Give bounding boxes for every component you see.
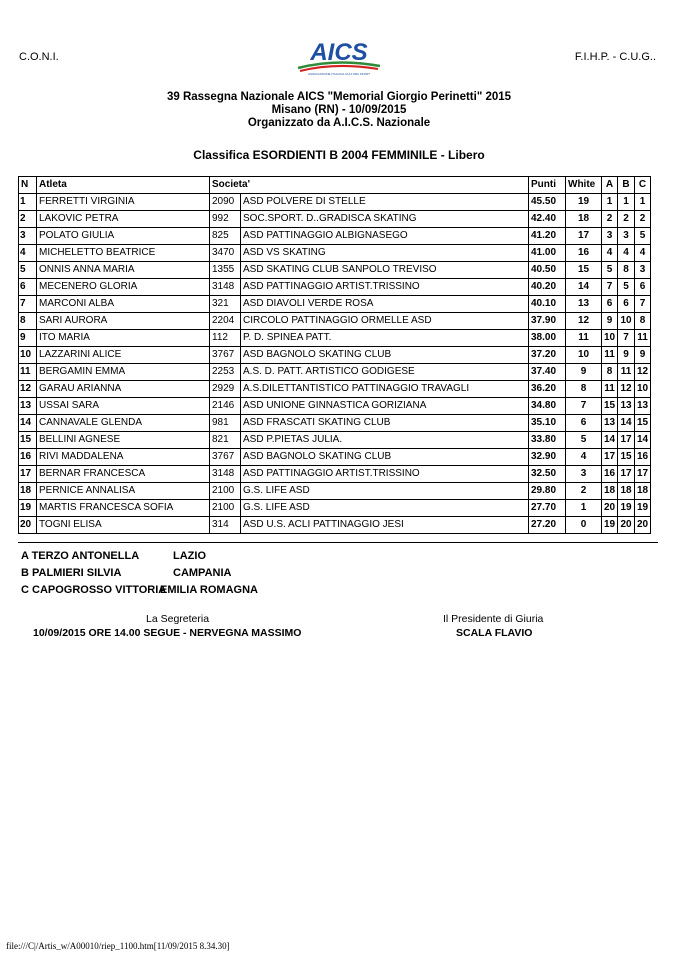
- judge-c-rank: 10: [635, 381, 651, 398]
- points: 32.90: [529, 449, 566, 466]
- president-name: SCALA FLAVIO: [456, 627, 533, 639]
- white: 12: [566, 313, 602, 330]
- club-name: ASD UNIONE GINNASTICA GORIZIANA: [241, 398, 529, 415]
- table-row: [19, 483, 651, 500]
- judge-b-rank: 15: [618, 449, 635, 466]
- table-row: [19, 364, 651, 381]
- athlete-name: ITO MARIA: [37, 330, 210, 347]
- athlete-name: BERNAR FRANCESCA: [37, 466, 210, 483]
- white: 3: [566, 466, 602, 483]
- points: 29.80: [529, 483, 566, 500]
- club-name: ASD BAGNOLO SKATING CLUB: [241, 347, 529, 364]
- judge-c-rank: 3: [635, 262, 651, 279]
- club-name: ASD SKATING CLUB SANPOLO TREVISO: [241, 262, 529, 279]
- judge-c-rank: 9: [635, 347, 651, 364]
- judge-b-rank: 20: [618, 517, 635, 534]
- judge-c-rank: 18: [635, 483, 651, 500]
- row-rank: 8: [19, 313, 37, 330]
- judge-b-rank: 7: [618, 330, 635, 347]
- judge-c-rank: 5: [635, 228, 651, 245]
- judge-c-rank: 19: [635, 500, 651, 517]
- judge-a-rank: 11: [602, 347, 618, 364]
- club-code: 3148: [210, 466, 241, 483]
- table-row: [19, 381, 651, 398]
- white: 11: [566, 330, 602, 347]
- row-rank: 5: [19, 262, 37, 279]
- white: 13: [566, 296, 602, 313]
- white: 17: [566, 228, 602, 245]
- club-code: 2929: [210, 381, 241, 398]
- white: 10: [566, 347, 602, 364]
- club-name: ASD PATTINAGGIO ARTIST.TRISSINO: [241, 466, 529, 483]
- judge-name: A TERZO ANTONELLA: [21, 550, 140, 562]
- white: 2: [566, 483, 602, 500]
- judge-a-rank: 17: [602, 449, 618, 466]
- row-rank: 17: [19, 466, 37, 483]
- judge-c-rank: 12: [635, 364, 651, 381]
- table-row: [19, 466, 651, 483]
- category-title: Classifica ESORDIENTI B 2004 FEMMINILE - Libero: [193, 148, 485, 162]
- white: 5: [566, 432, 602, 449]
- club-code: 1355: [210, 262, 241, 279]
- header-n: N: [19, 177, 37, 194]
- logo-text: AICS: [310, 39, 368, 66]
- header-punti: Punti: [529, 177, 566, 194]
- row-rank: 11: [19, 364, 37, 381]
- judge-a-rank: 5: [602, 262, 618, 279]
- row-rank: 6: [19, 279, 37, 296]
- club-code: 112: [210, 330, 241, 347]
- judge-c-rank: 7: [635, 296, 651, 313]
- athlete-name: MARCONI ALBA: [37, 296, 210, 313]
- club-code: 3767: [210, 449, 241, 466]
- table-row: [19, 228, 651, 245]
- points: 32.50: [529, 466, 566, 483]
- points: 27.20: [529, 517, 566, 534]
- athlete-name: SARI AURORA: [37, 313, 210, 330]
- results-table: [18, 176, 651, 534]
- judge-a-rank: 3: [602, 228, 618, 245]
- judge-a-rank: 19: [602, 517, 618, 534]
- judge-a-rank: 6: [602, 296, 618, 313]
- white: 19: [566, 194, 602, 211]
- athlete-name: POLATO GIULIA: [37, 228, 210, 245]
- judge-c-rank: 17: [635, 466, 651, 483]
- points: 37.20: [529, 347, 566, 364]
- judge-a-rank: 4: [602, 245, 618, 262]
- points: 45.50: [529, 194, 566, 211]
- judge-a-rank: 11: [602, 381, 618, 398]
- club-code: 2253: [210, 364, 241, 381]
- white: 16: [566, 245, 602, 262]
- judge-a-rank: 10: [602, 330, 618, 347]
- judge-a-rank: 18: [602, 483, 618, 500]
- judge-b-rank: 17: [618, 466, 635, 483]
- club-code: 3148: [210, 279, 241, 296]
- logo-subtext: ASSOCIAZIONE ITALIANA CULTURA SPORT: [307, 72, 371, 76]
- judge-a-rank: 7: [602, 279, 618, 296]
- points: 41.00: [529, 245, 566, 262]
- judge-region: LAZIO: [173, 550, 206, 562]
- row-rank: 19: [19, 500, 37, 517]
- judge-b-rank: 1: [618, 194, 635, 211]
- judge-c-rank: 13: [635, 398, 651, 415]
- judge-a-rank: 9: [602, 313, 618, 330]
- judge-b-rank: 5: [618, 279, 635, 296]
- athlete-name: MARTIS FRANCESCA SOFIA: [37, 500, 210, 517]
- table-row: [19, 449, 651, 466]
- table-row: [19, 194, 651, 211]
- judge-name: B PALMIERI SILVIA: [21, 567, 122, 579]
- row-rank: 4: [19, 245, 37, 262]
- judge-b-rank: 3: [618, 228, 635, 245]
- secretary-text: 10/09/2015 ORE 14.00 SEGUE - NERVEGNA MASSIMO: [33, 627, 302, 639]
- club-code: 825: [210, 228, 241, 245]
- white: 1: [566, 500, 602, 517]
- judge-c-rank: 2: [635, 211, 651, 228]
- club-code: 2100: [210, 483, 241, 500]
- club-name: ASD P.PIETAS JULIA.: [241, 432, 529, 449]
- judge-a-rank: 2: [602, 211, 618, 228]
- club-name: A.S.DILETTANTISTICO PATTINAGGIO TRAVAGLI: [241, 381, 529, 398]
- judge-b-rank: 12: [618, 381, 635, 398]
- club-code: 2090: [210, 194, 241, 211]
- judge-c-rank: 4: [635, 245, 651, 262]
- table-row: [19, 500, 651, 517]
- club-name: ASD DIAVOLI VERDE ROSA: [241, 296, 529, 313]
- judge-b-rank: 4: [618, 245, 635, 262]
- points: 38.00: [529, 330, 566, 347]
- points: 40.20: [529, 279, 566, 296]
- judge-b-rank: 13: [618, 398, 635, 415]
- athlete-name: TOGNI ELISA: [37, 517, 210, 534]
- athlete-name: RIVI MADDALENA: [37, 449, 210, 466]
- row-rank: 7: [19, 296, 37, 313]
- header-c: C: [635, 177, 651, 194]
- club-code: 2100: [210, 500, 241, 517]
- judge-a-rank: 14: [602, 432, 618, 449]
- header-left-coni: C.O.N.I.: [19, 51, 59, 63]
- club-name: ASD PATTINAGGIO ALBIGNASEGO: [241, 228, 529, 245]
- judge-b-rank: 10: [618, 313, 635, 330]
- row-rank: 15: [19, 432, 37, 449]
- athlete-name: MICHELETTO BEATRICE: [37, 245, 210, 262]
- header-atleta: Atleta: [37, 177, 210, 194]
- judge-b-rank: 14: [618, 415, 635, 432]
- event-organizer: Organizzato da A.I.C.S. Nazionale: [247, 117, 431, 129]
- athlete-name: ONNIS ANNA MARIA: [37, 262, 210, 279]
- points: 37.90: [529, 313, 566, 330]
- judge-region: CAMPANIA: [173, 567, 232, 579]
- judge-b-rank: 17: [618, 432, 635, 449]
- points: 41.20: [529, 228, 566, 245]
- club-code: 981: [210, 415, 241, 432]
- judge-c-rank: 1: [635, 194, 651, 211]
- row-rank: 18: [19, 483, 37, 500]
- club-name: ASD PATTINAGGIO ARTIST.TRISSINO: [241, 279, 529, 296]
- header-societa: Societa': [210, 177, 529, 194]
- table-row: [19, 347, 651, 364]
- separator-line: [18, 542, 658, 543]
- table-row: [19, 296, 651, 313]
- judge-c-rank: 20: [635, 517, 651, 534]
- white: 0: [566, 517, 602, 534]
- athlete-name: MECENERO GLORIA: [37, 279, 210, 296]
- aics-logo: [296, 36, 382, 76]
- table-row: [19, 262, 651, 279]
- club-code: 992: [210, 211, 241, 228]
- judge-b-rank: 19: [618, 500, 635, 517]
- header-white: White: [566, 177, 602, 194]
- row-rank: 20: [19, 517, 37, 534]
- table-row: [19, 330, 651, 347]
- table-row: [19, 517, 651, 534]
- judge-b-rank: 18: [618, 483, 635, 500]
- points: 40.50: [529, 262, 566, 279]
- club-name: G.S. LIFE ASD: [241, 483, 529, 500]
- row-rank: 12: [19, 381, 37, 398]
- athlete-name: CANNAVALE GLENDA: [37, 415, 210, 432]
- points: 42.40: [529, 211, 566, 228]
- header-a: A: [602, 177, 618, 194]
- white: 14: [566, 279, 602, 296]
- judge-b-rank: 11: [618, 364, 635, 381]
- judge-region: EMILIA ROMAGNA: [160, 584, 258, 596]
- judge-c-rank: 8: [635, 313, 651, 330]
- club-name: A.S. D. PATT. ARTISTICO GODIGESE: [241, 364, 529, 381]
- athlete-name: PERNICE ANNALISA: [37, 483, 210, 500]
- judge-b-rank: 9: [618, 347, 635, 364]
- table-row: [19, 279, 651, 296]
- club-code: 321: [210, 296, 241, 313]
- row-rank: 9: [19, 330, 37, 347]
- judge-a-rank: 13: [602, 415, 618, 432]
- club-code: 3767: [210, 347, 241, 364]
- club-code: 821: [210, 432, 241, 449]
- athlete-name: LAZZARINI ALICE: [37, 347, 210, 364]
- table-row: [19, 398, 651, 415]
- judge-name: C CAPOGROSSO VITTORIA: [21, 584, 167, 596]
- club-name: ASD FRASCATI SKATING CLUB: [241, 415, 529, 432]
- judge-b-rank: 6: [618, 296, 635, 313]
- table-row: [19, 211, 651, 228]
- club-code: 2204: [210, 313, 241, 330]
- judge-a-rank: 15: [602, 398, 618, 415]
- athlete-name: BERGAMIN EMMA: [37, 364, 210, 381]
- points: 33.80: [529, 432, 566, 449]
- event-place-date: Misano (RN) - 10/09/2015: [271, 104, 407, 116]
- judge-c-rank: 15: [635, 415, 651, 432]
- club-code: 2146: [210, 398, 241, 415]
- judge-a-rank: 1: [602, 194, 618, 211]
- president-label: Il Presidente di Giuria: [443, 613, 544, 625]
- table-row: [19, 245, 651, 262]
- club-name: ASD BAGNOLO SKATING CLUB: [241, 449, 529, 466]
- row-rank: 10: [19, 347, 37, 364]
- club-name: CIRCOLO PATTINAGGIO ORMELLE ASD: [241, 313, 529, 330]
- white: 9: [566, 364, 602, 381]
- table-row: [19, 415, 651, 432]
- athlete-name: BELLINI AGNESE: [37, 432, 210, 449]
- judge-c-rank: 6: [635, 279, 651, 296]
- row-rank: 13: [19, 398, 37, 415]
- judge-c-rank: 16: [635, 449, 651, 466]
- white: 18: [566, 211, 602, 228]
- table-row: [19, 432, 651, 449]
- row-rank: 16: [19, 449, 37, 466]
- white: 7: [566, 398, 602, 415]
- table-header-row: [19, 177, 651, 194]
- white: 6: [566, 415, 602, 432]
- points: 40.10: [529, 296, 566, 313]
- table-row: [19, 313, 651, 330]
- judge-c-rank: 11: [635, 330, 651, 347]
- club-name: ASD U.S. ACLI PATTINAGGIO JESI: [241, 517, 529, 534]
- row-rank: 2: [19, 211, 37, 228]
- athlete-name: USSAI SARA: [37, 398, 210, 415]
- points: 37.40: [529, 364, 566, 381]
- judge-b-rank: 8: [618, 262, 635, 279]
- judge-a-rank: 20: [602, 500, 618, 517]
- judge-c-rank: 14: [635, 432, 651, 449]
- header-right-fihp: F.I.H.P. - C.U.G..: [574, 51, 656, 63]
- points: 27.70: [529, 500, 566, 517]
- athlete-name: GARAU ARIANNA: [37, 381, 210, 398]
- points: 34.80: [529, 398, 566, 415]
- points: 36.20: [529, 381, 566, 398]
- club-name: G.S. LIFE ASD: [241, 500, 529, 517]
- club-name: ASD POLVERE DI STELLE: [241, 194, 529, 211]
- points: 35.10: [529, 415, 566, 432]
- secretary-label: La Segreteria: [146, 613, 210, 625]
- club-code: 314: [210, 517, 241, 534]
- row-rank: 14: [19, 415, 37, 432]
- footer-file-path: file:///C|/Artis_w/A00010/riep_1100.htm[11/09/2015 8.34.30]: [6, 941, 230, 951]
- athlete-name: LAKOVIC PETRA: [37, 211, 210, 228]
- club-name: ASD VS SKATING: [241, 245, 529, 262]
- club-name: P. D. SPINEA PATT.: [241, 330, 529, 347]
- athlete-name: FERRETTI VIRGINIA: [37, 194, 210, 211]
- row-rank: 1: [19, 194, 37, 211]
- header-b: B: [618, 177, 635, 194]
- white: 8: [566, 381, 602, 398]
- judge-b-rank: 2: [618, 211, 635, 228]
- white: 15: [566, 262, 602, 279]
- club-name: SOC.SPORT. D..GRADISCA SKATING: [241, 211, 529, 228]
- white: 4: [566, 449, 602, 466]
- row-rank: 3: [19, 228, 37, 245]
- club-code: 3470: [210, 245, 241, 262]
- judge-a-rank: 8: [602, 364, 618, 381]
- event-title: 39 Rassegna Nazionale AICS "Memorial Giorgio Perinetti" 2015: [166, 91, 512, 103]
- judge-a-rank: 16: [602, 466, 618, 483]
